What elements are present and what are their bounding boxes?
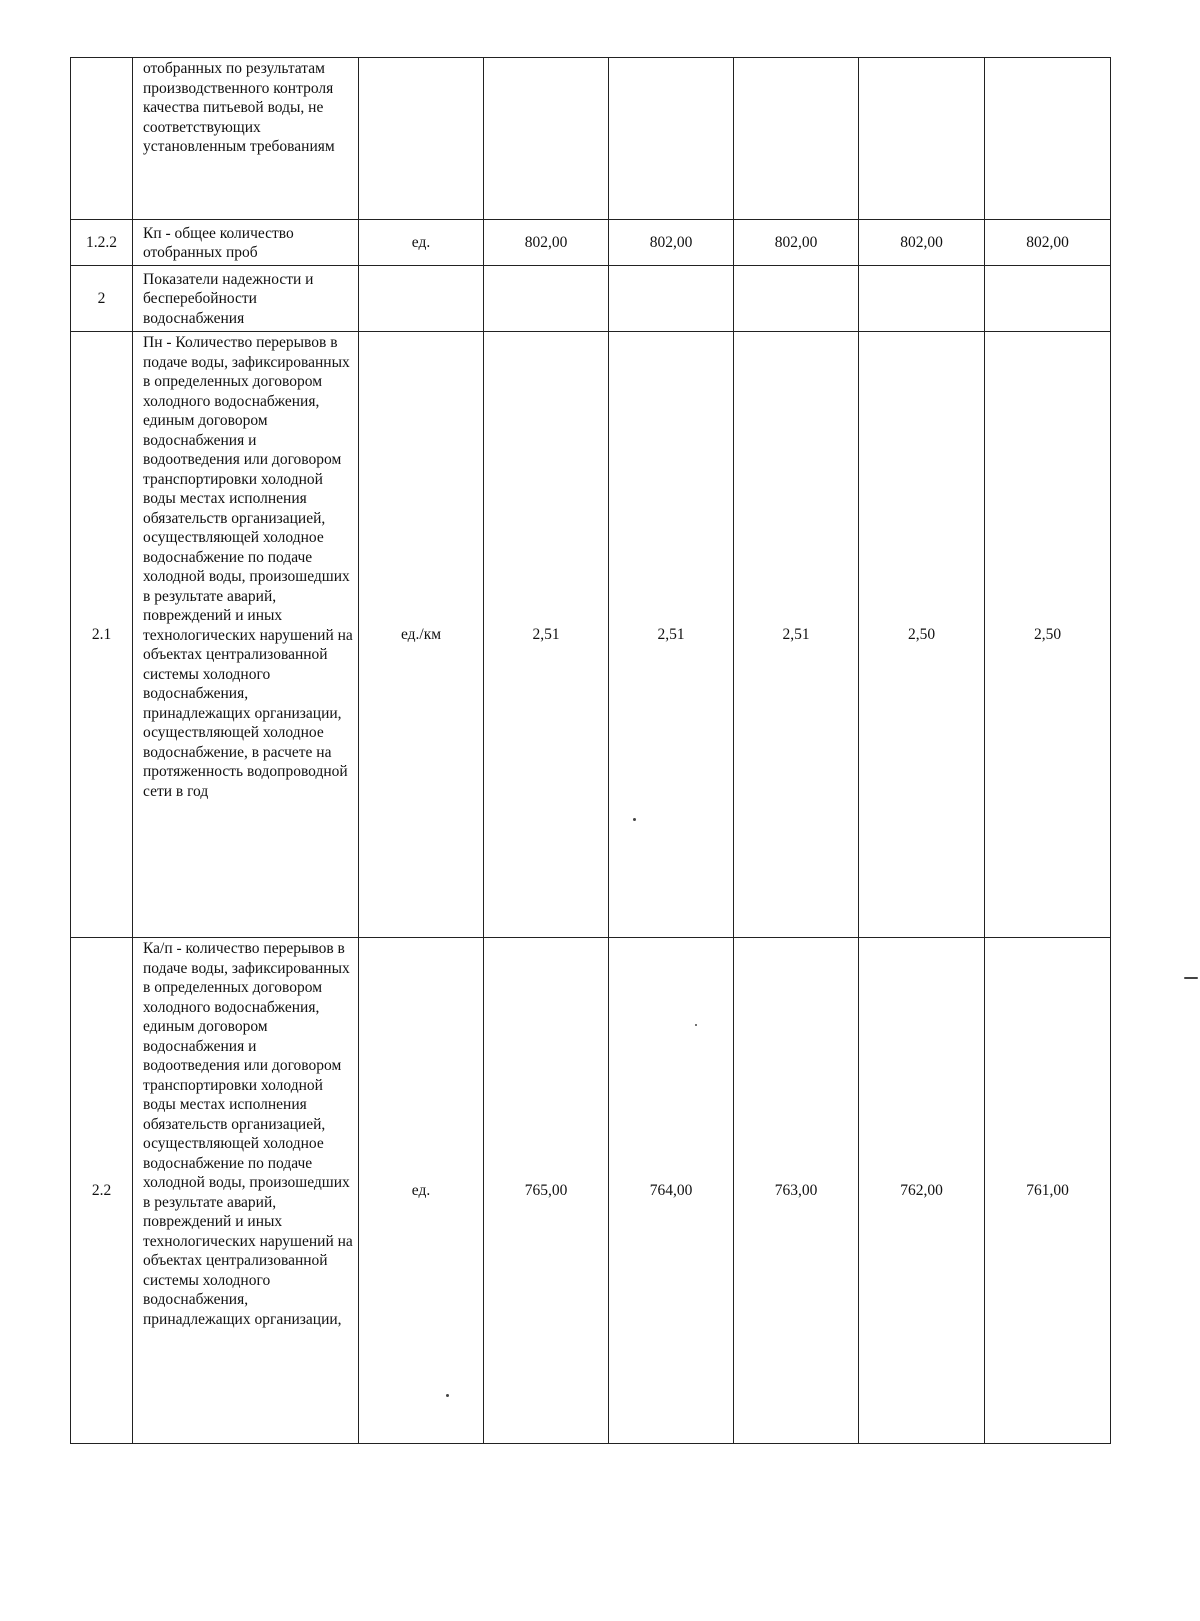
row-unit: ед. [359, 220, 484, 266]
row-value: 802,00 [484, 220, 609, 266]
row-number: 2 [71, 266, 133, 332]
row-unit: ед./км [359, 332, 484, 938]
row-unit: ед. [359, 938, 484, 1444]
scan-edge-mark [1184, 977, 1198, 979]
scan-speck [446, 1394, 449, 1397]
scan-speck [633, 818, 636, 821]
row-value: 2,50 [985, 332, 1111, 938]
row-value [734, 58, 859, 220]
row-description: Пн - Количество перерывов в подаче воды, зафиксированных в определенных договором холодного водоснабжения, единым договором водоснабжения и водоотведения или договором транспортировки холодной воды местах исполнения обязательств организацией, осуществляющей холодное водоснабжение по подаче холодной воды, произошедших в результате аварий, повреждений и иных технологических нарушений на объектах централизованной системы холодного водоснабжения, принадлежащих организации, осуществляющей холодное водоснабжение, в расчете на протяженность водопроводной сети в год [133, 332, 359, 938]
row-number: 1.2.2 [71, 220, 133, 266]
row-value: 764,00 [609, 938, 734, 1444]
row-value [985, 266, 1111, 332]
table-row [71, 938, 1111, 1444]
row-value [484, 58, 609, 220]
row-value [734, 266, 859, 332]
row-value: 802,00 [859, 220, 985, 266]
row-unit [359, 266, 484, 332]
row-description: Показатели надежности и бесперебойности водоснабжения [133, 266, 359, 332]
row-value: 2,51 [734, 332, 859, 938]
row-value: 2,51 [609, 332, 734, 938]
indicators-table [70, 57, 1111, 1444]
row-value: 802,00 [985, 220, 1111, 266]
row-value: 802,00 [609, 220, 734, 266]
row-value [484, 266, 609, 332]
row-number [71, 58, 133, 220]
row-value: 761,00 [985, 938, 1111, 1444]
table-row [71, 58, 1111, 220]
row-value: 763,00 [734, 938, 859, 1444]
row-value: 762,00 [859, 938, 985, 1444]
table-row [71, 266, 1111, 332]
row-value [609, 58, 734, 220]
scan-speck [695, 1024, 697, 1026]
row-description: отобранных по результатам производственного контроля качества питьевой воды, не соответствующих установленным требованиям [133, 58, 359, 220]
row-value [859, 58, 985, 220]
row-value: 2,51 [484, 332, 609, 938]
row-number: 2.1 [71, 332, 133, 938]
row-value: 765,00 [484, 938, 609, 1444]
row-value [609, 266, 734, 332]
row-value: 802,00 [734, 220, 859, 266]
table-row [71, 220, 1111, 266]
row-description: Ка/п - количество перерывов в подаче воды, зафиксированных в определенных договором холодного водоснабжения, единым договором водоснабжения и водоотведения или договором транспортировки холодной воды местах исполнения обязательств организацией, осуществляющей холодное водоснабжение по подаче холодной воды, произошедших в результате аварий, повреждений и иных технологических нарушений на объектах централизованной системы холодного водоснабжения, принадлежащих организации, [133, 938, 359, 1444]
table-row [71, 332, 1111, 938]
row-number: 2.2 [71, 938, 133, 1444]
row-value: 2,50 [859, 332, 985, 938]
row-value [985, 58, 1111, 220]
row-unit [359, 58, 484, 220]
row-description: Кп - общее количество отобранных проб [133, 220, 359, 266]
row-value [859, 266, 985, 332]
